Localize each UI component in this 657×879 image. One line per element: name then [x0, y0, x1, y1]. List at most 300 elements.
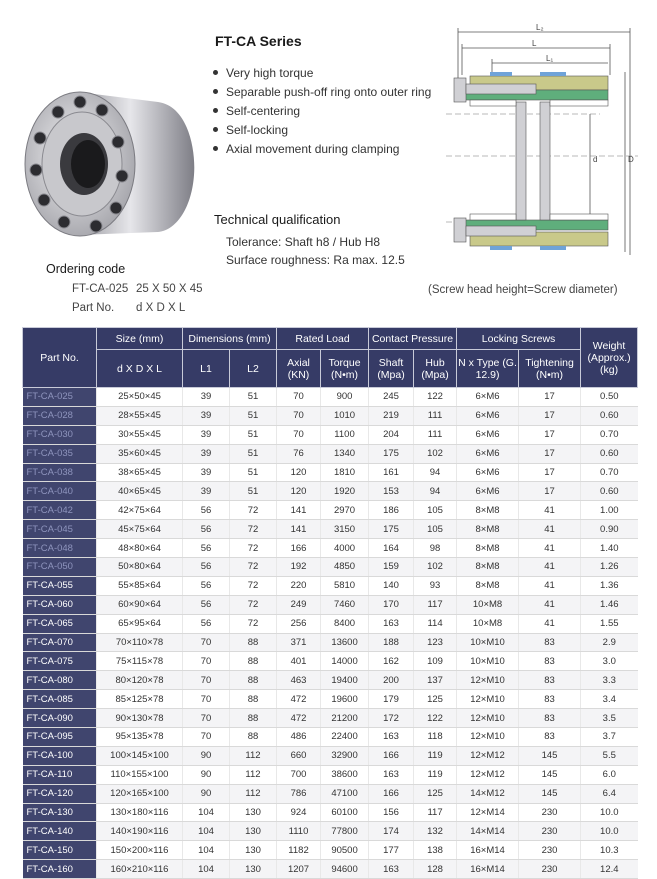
cell-axial: 120 — [277, 463, 321, 482]
technical-title: Technical qualification — [214, 212, 341, 227]
feature-item — [213, 140, 431, 159]
cell-part-no: FT-CA-140 — [23, 822, 97, 841]
cell-torque: 3150 — [321, 520, 369, 539]
cell-tightening: 83 — [519, 671, 581, 690]
cell-size: 48×80×64 — [97, 539, 183, 558]
cell-weight: 1.26 — [581, 558, 638, 577]
cell-part-no: FT-CA-080 — [23, 671, 97, 690]
cell-weight: 3.4 — [581, 690, 638, 709]
series-title: FT-CA Series — [215, 33, 302, 49]
cell-part-no: FT-CA-040 — [23, 482, 97, 501]
ordering-code — [72, 280, 203, 318]
table-row — [23, 728, 638, 747]
cell-hub: 105 — [414, 501, 457, 520]
cell-part-no: FT-CA-025 — [23, 388, 97, 407]
cell-tightening: 41 — [519, 539, 581, 558]
cell-l1: 56 — [183, 576, 230, 595]
cell-l2: 130 — [230, 860, 277, 879]
table-row — [23, 633, 638, 652]
label-l2: L₂ — [536, 23, 544, 32]
cell-l1: 104 — [183, 860, 230, 879]
header-size: Size (mm) — [97, 328, 183, 350]
cell-tightening: 41 — [519, 520, 581, 539]
cell-l1: 90 — [183, 765, 230, 784]
cell-shaft: 159 — [369, 558, 414, 577]
cell-axial: 924 — [277, 803, 321, 822]
label-d-large: D — [628, 155, 634, 164]
cell-l1: 104 — [183, 841, 230, 860]
cell-torque: 19600 — [321, 690, 369, 709]
cell-tightening: 83 — [519, 709, 581, 728]
cell-size: 35×60×45 — [97, 444, 183, 463]
cell-l2: 88 — [230, 690, 277, 709]
cell-l2: 130 — [230, 841, 277, 860]
cell-part-no: FT-CA-038 — [23, 463, 97, 482]
cell-size: 150×200×116 — [97, 841, 183, 860]
cell-part-no: FT-CA-075 — [23, 652, 97, 671]
cell-screws: 16×M14 — [457, 841, 519, 860]
cell-axial: 1207 — [277, 860, 321, 879]
bullet-icon — [213, 108, 218, 113]
cell-hub: 102 — [414, 558, 457, 577]
cell-l1: 70 — [183, 633, 230, 652]
cell-tightening: 17 — [519, 444, 581, 463]
roughness-line: Surface roughness: Ra max. 12.5 — [226, 253, 405, 267]
cell-part-no: FT-CA-042 — [23, 501, 97, 520]
header-part-no: Part No. — [23, 328, 97, 388]
cell-tightening: 41 — [519, 558, 581, 577]
cell-shaft: 163 — [369, 614, 414, 633]
cell-tightening: 41 — [519, 614, 581, 633]
table-row — [23, 463, 638, 482]
cell-part-no: FT-CA-150 — [23, 841, 97, 860]
cell-part-no: FT-CA-110 — [23, 765, 97, 784]
cell-hub: 102 — [414, 444, 457, 463]
cell-l2: 51 — [230, 406, 277, 425]
cell-l1: 39 — [183, 388, 230, 407]
cell-screws: 10×M8 — [457, 614, 519, 633]
cell-axial: 70 — [277, 388, 321, 407]
cell-tightening: 17 — [519, 406, 581, 425]
table-row — [23, 444, 638, 463]
cell-part-no: FT-CA-065 — [23, 614, 97, 633]
cell-l1: 56 — [183, 539, 230, 558]
cell-l1: 70 — [183, 690, 230, 709]
cell-size: 120×165×100 — [97, 784, 183, 803]
cell-screws: 6×M6 — [457, 425, 519, 444]
cell-screws: 6×M6 — [457, 482, 519, 501]
cell-l2: 51 — [230, 463, 277, 482]
cell-shaft: 140 — [369, 576, 414, 595]
cell-weight: 0.60 — [581, 406, 638, 425]
cell-hub: 94 — [414, 482, 457, 501]
cell-l1: 39 — [183, 444, 230, 463]
ordering-example-value: 25 X 50 X 45 — [136, 283, 203, 295]
cell-screws: 8×M8 — [457, 520, 519, 539]
cell-hub: 128 — [414, 860, 457, 879]
table-row — [23, 709, 638, 728]
cell-tightening: 83 — [519, 690, 581, 709]
cell-size: 40×65×45 — [97, 482, 183, 501]
cell-axial: 700 — [277, 765, 321, 784]
tolerance-line: Tolerance: Shaft h8 / Hub H8 — [226, 235, 381, 249]
cell-axial: 786 — [277, 784, 321, 803]
cell-part-no: FT-CA-028 — [23, 406, 97, 425]
table-row — [23, 576, 638, 595]
cell-axial: 472 — [277, 709, 321, 728]
cell-axial: 660 — [277, 746, 321, 765]
ordering-partno-key: Part No. — [72, 302, 115, 314]
cell-tightening: 41 — [519, 576, 581, 595]
cell-size: 30×55×45 — [97, 425, 183, 444]
cell-hub: 114 — [414, 614, 457, 633]
cell-hub: 132 — [414, 822, 457, 841]
cell-part-no: FT-CA-070 — [23, 633, 97, 652]
cell-l2: 51 — [230, 425, 277, 444]
header-hub: Hub (Mpa) — [414, 350, 457, 388]
cell-screws: 10×M10 — [457, 652, 519, 671]
bullet-icon — [213, 127, 218, 132]
cell-l2: 51 — [230, 388, 277, 407]
cell-l2: 130 — [230, 822, 277, 841]
cell-axial: 249 — [277, 595, 321, 614]
cell-hub: 138 — [414, 841, 457, 860]
cell-part-no: FT-CA-095 — [23, 728, 97, 747]
cell-l1: 39 — [183, 406, 230, 425]
cell-shaft: 179 — [369, 690, 414, 709]
cell-axial: 1182 — [277, 841, 321, 860]
cell-torque: 90500 — [321, 841, 369, 860]
table-row — [23, 803, 638, 822]
feature-item — [213, 102, 431, 121]
label-l1: L₁ — [546, 54, 554, 63]
cell-torque: 1100 — [321, 425, 369, 444]
cell-hub: 122 — [414, 388, 457, 407]
header-shaft: Shaft (Mpa) — [369, 350, 414, 388]
cell-l2: 72 — [230, 558, 277, 577]
cell-part-no: FT-CA-045 — [23, 520, 97, 539]
cell-torque: 13600 — [321, 633, 369, 652]
cell-l2: 51 — [230, 444, 277, 463]
cell-size: 42×75×64 — [97, 501, 183, 520]
header-torque: Torque (N•m) — [321, 350, 369, 388]
cell-l2: 72 — [230, 595, 277, 614]
cell-torque: 4850 — [321, 558, 369, 577]
cell-l1: 39 — [183, 463, 230, 482]
cell-screws: 12×M10 — [457, 671, 519, 690]
cell-size: 80×120×78 — [97, 671, 183, 690]
cell-weight: 0.70 — [581, 425, 638, 444]
cell-l2: 112 — [230, 765, 277, 784]
cell-l1: 70 — [183, 652, 230, 671]
cell-screws: 8×M8 — [457, 501, 519, 520]
cell-tightening: 17 — [519, 388, 581, 407]
bullet-icon — [213, 146, 218, 151]
table-row — [23, 671, 638, 690]
header-nxtype: N x Type (G. 12.9) — [457, 350, 519, 388]
cell-torque: 47100 — [321, 784, 369, 803]
spec-table — [22, 327, 638, 879]
table-row — [23, 425, 638, 444]
cell-shaft: 200 — [369, 671, 414, 690]
cell-torque: 94600 — [321, 860, 369, 879]
cell-l1: 39 — [183, 482, 230, 501]
cell-axial: 70 — [277, 406, 321, 425]
cell-shaft: 186 — [369, 501, 414, 520]
cell-screws: 12×M12 — [457, 765, 519, 784]
header-axial: Axial (KN) — [277, 350, 321, 388]
cell-l2: 72 — [230, 576, 277, 595]
cell-hub: 118 — [414, 728, 457, 747]
cell-shaft: 219 — [369, 406, 414, 425]
cell-shaft: 166 — [369, 784, 414, 803]
cell-l2: 88 — [230, 671, 277, 690]
cell-part-no: FT-CA-055 — [23, 576, 97, 595]
cell-screws: 12×M14 — [457, 803, 519, 822]
cell-l2: 112 — [230, 784, 277, 803]
cell-tightening: 230 — [519, 803, 581, 822]
cell-weight: 3.0 — [581, 652, 638, 671]
cell-weight: 3.3 — [581, 671, 638, 690]
feature-text: Separable push-off ring onto outer ring — [226, 85, 432, 99]
cell-torque: 4000 — [321, 539, 369, 558]
header-weight: Weight (Approx.) (kg) — [581, 328, 638, 388]
cell-shaft: 177 — [369, 841, 414, 860]
cell-axial: 166 — [277, 539, 321, 558]
feature-text: Very high torque — [226, 66, 314, 80]
cell-l1: 39 — [183, 425, 230, 444]
cell-weight: 0.60 — [581, 482, 638, 501]
cell-weight: 10.0 — [581, 822, 638, 841]
cell-l2: 72 — [230, 501, 277, 520]
cell-size: 60×90×64 — [97, 595, 183, 614]
cell-weight: 3.5 — [581, 709, 638, 728]
bullet-icon — [213, 89, 218, 94]
cell-shaft: 163 — [369, 765, 414, 784]
cell-torque: 77800 — [321, 822, 369, 841]
cell-screws: 6×M6 — [457, 406, 519, 425]
label-l: L — [532, 39, 537, 48]
cell-tightening: 41 — [519, 501, 581, 520]
cell-weight: 0.50 — [581, 388, 638, 407]
cell-screws: 10×M10 — [457, 633, 519, 652]
table-row — [23, 784, 638, 803]
cell-axial: 371 — [277, 633, 321, 652]
cell-torque: 1010 — [321, 406, 369, 425]
cell-shaft: 175 — [369, 520, 414, 539]
cell-torque: 2970 — [321, 501, 369, 520]
cell-shaft: 161 — [369, 463, 414, 482]
feature-text: Self-locking — [226, 123, 289, 137]
section-drawing — [440, 20, 645, 258]
cell-shaft: 153 — [369, 482, 414, 501]
cell-weight: 0.60 — [581, 444, 638, 463]
table-row — [23, 746, 638, 765]
cell-torque: 7460 — [321, 595, 369, 614]
cell-tightening: 17 — [519, 425, 581, 444]
cell-weight: 1.46 — [581, 595, 638, 614]
cell-axial: 256 — [277, 614, 321, 633]
cell-screws: 14×M14 — [457, 822, 519, 841]
feature-item — [213, 121, 431, 140]
cell-hub: 122 — [414, 709, 457, 728]
ordering-example-key: FT-CA-025 — [72, 283, 129, 295]
cell-size: 160×210×116 — [97, 860, 183, 879]
table-row — [23, 595, 638, 614]
cell-hub: 111 — [414, 425, 457, 444]
cell-hub: 98 — [414, 539, 457, 558]
cell-weight: 3.7 — [581, 728, 638, 747]
cell-part-no: FT-CA-035 — [23, 444, 97, 463]
cell-torque: 14000 — [321, 652, 369, 671]
cell-hub: 105 — [414, 520, 457, 539]
cell-size: 28×55×45 — [97, 406, 183, 425]
table-row — [23, 652, 638, 671]
cell-tightening: 230 — [519, 860, 581, 879]
cell-size: 25×50×45 — [97, 388, 183, 407]
table-row — [23, 539, 638, 558]
cell-screws: 12×M10 — [457, 709, 519, 728]
cell-weight: 0.70 — [581, 463, 638, 482]
cell-l1: 70 — [183, 671, 230, 690]
cell-torque: 60100 — [321, 803, 369, 822]
cell-screws: 12×M10 — [457, 690, 519, 709]
cell-axial: 220 — [277, 576, 321, 595]
cell-hub: 117 — [414, 595, 457, 614]
table-row — [23, 501, 638, 520]
cell-shaft: 162 — [369, 652, 414, 671]
cell-screws: 14×M12 — [457, 784, 519, 803]
cell-weight: 12.4 — [581, 860, 638, 879]
cell-hub: 125 — [414, 784, 457, 803]
table-row — [23, 520, 638, 539]
cell-hub: 123 — [414, 633, 457, 652]
table-row — [23, 614, 638, 633]
cell-shaft: 174 — [369, 822, 414, 841]
cell-screws: 8×M8 — [457, 539, 519, 558]
cell-axial: 472 — [277, 690, 321, 709]
cell-size: 75×115×78 — [97, 652, 183, 671]
header-l2: L2 — [230, 350, 277, 388]
feature-item — [213, 83, 431, 102]
cell-axial: 70 — [277, 425, 321, 444]
feature-item — [213, 64, 431, 83]
cell-axial: 192 — [277, 558, 321, 577]
header-tightening: Tightening (N•m) — [519, 350, 581, 388]
cell-hub: 109 — [414, 652, 457, 671]
header-contact-pressure: Contact Pressure — [369, 328, 457, 350]
cell-torque: 8400 — [321, 614, 369, 633]
cell-size: 100×145×100 — [97, 746, 183, 765]
bullet-icon — [213, 70, 218, 75]
cell-size: 130×180×116 — [97, 803, 183, 822]
table-row — [23, 388, 638, 407]
cell-l1: 70 — [183, 709, 230, 728]
cell-axial: 401 — [277, 652, 321, 671]
screw-note: (Screw head height=Screw diameter) — [428, 284, 618, 296]
cell-tightening: 145 — [519, 746, 581, 765]
header-l1: L1 — [183, 350, 230, 388]
cell-shaft: 188 — [369, 633, 414, 652]
table-row — [23, 765, 638, 784]
cell-weight: 1.00 — [581, 501, 638, 520]
cell-size: 65×95×64 — [97, 614, 183, 633]
feature-text: Self-centering — [226, 104, 301, 118]
cell-shaft: 245 — [369, 388, 414, 407]
cell-part-no: FT-CA-100 — [23, 746, 97, 765]
cell-screws: 8×M8 — [457, 558, 519, 577]
cell-tightening: 83 — [519, 652, 581, 671]
cell-hub: 125 — [414, 690, 457, 709]
cell-l1: 70 — [183, 728, 230, 747]
cell-screws: 12×M12 — [457, 746, 519, 765]
cell-weight: 10.3 — [581, 841, 638, 860]
table-row — [23, 860, 638, 879]
cell-part-no: FT-CA-090 — [23, 709, 97, 728]
cell-torque: 19400 — [321, 671, 369, 690]
ordering-title: Ordering code — [46, 262, 126, 276]
cell-screws: 6×M6 — [457, 388, 519, 407]
cell-l1: 90 — [183, 784, 230, 803]
cell-shaft: 156 — [369, 803, 414, 822]
cell-hub: 119 — [414, 746, 457, 765]
table-row — [23, 841, 638, 860]
cell-torque: 5810 — [321, 576, 369, 595]
cell-l2: 72 — [230, 520, 277, 539]
feature-text: Axial movement during clamping — [226, 142, 400, 156]
spec-table-body — [23, 388, 638, 879]
cell-tightening: 41 — [519, 595, 581, 614]
cell-l2: 88 — [230, 633, 277, 652]
cell-part-no: FT-CA-130 — [23, 803, 97, 822]
cell-weight: 10.0 — [581, 803, 638, 822]
cell-weight: 0.90 — [581, 520, 638, 539]
cell-torque: 1920 — [321, 482, 369, 501]
cell-l2: 88 — [230, 728, 277, 747]
header-locking-screws: Locking Screws — [457, 328, 581, 350]
cell-size: 110×155×100 — [97, 765, 183, 784]
cell-weight: 5.5 — [581, 746, 638, 765]
cell-tightening: 17 — [519, 482, 581, 501]
cell-part-no: FT-CA-050 — [23, 558, 97, 577]
cell-l2: 130 — [230, 803, 277, 822]
cell-hub: 111 — [414, 406, 457, 425]
cell-weight: 2.9 — [581, 633, 638, 652]
cell-tightening: 145 — [519, 765, 581, 784]
cell-torque: 32900 — [321, 746, 369, 765]
cell-axial: 141 — [277, 520, 321, 539]
cell-size: 50×80×64 — [97, 558, 183, 577]
cell-part-no: FT-CA-120 — [23, 784, 97, 803]
cell-weight: 1.36 — [581, 576, 638, 595]
cell-hub: 93 — [414, 576, 457, 595]
product-photo — [18, 80, 198, 245]
cell-size: 140×190×116 — [97, 822, 183, 841]
cell-l1: 56 — [183, 520, 230, 539]
cell-l1: 56 — [183, 501, 230, 520]
cell-l2: 112 — [230, 746, 277, 765]
table-row — [23, 406, 638, 425]
cell-axial: 463 — [277, 671, 321, 690]
cell-l1: 104 — [183, 803, 230, 822]
cell-part-no: FT-CA-060 — [23, 595, 97, 614]
cell-torque: 1340 — [321, 444, 369, 463]
cell-tightening: 83 — [519, 728, 581, 747]
cell-l1: 90 — [183, 746, 230, 765]
cell-tightening: 230 — [519, 841, 581, 860]
cell-weight: 1.40 — [581, 539, 638, 558]
cell-hub: 137 — [414, 671, 457, 690]
